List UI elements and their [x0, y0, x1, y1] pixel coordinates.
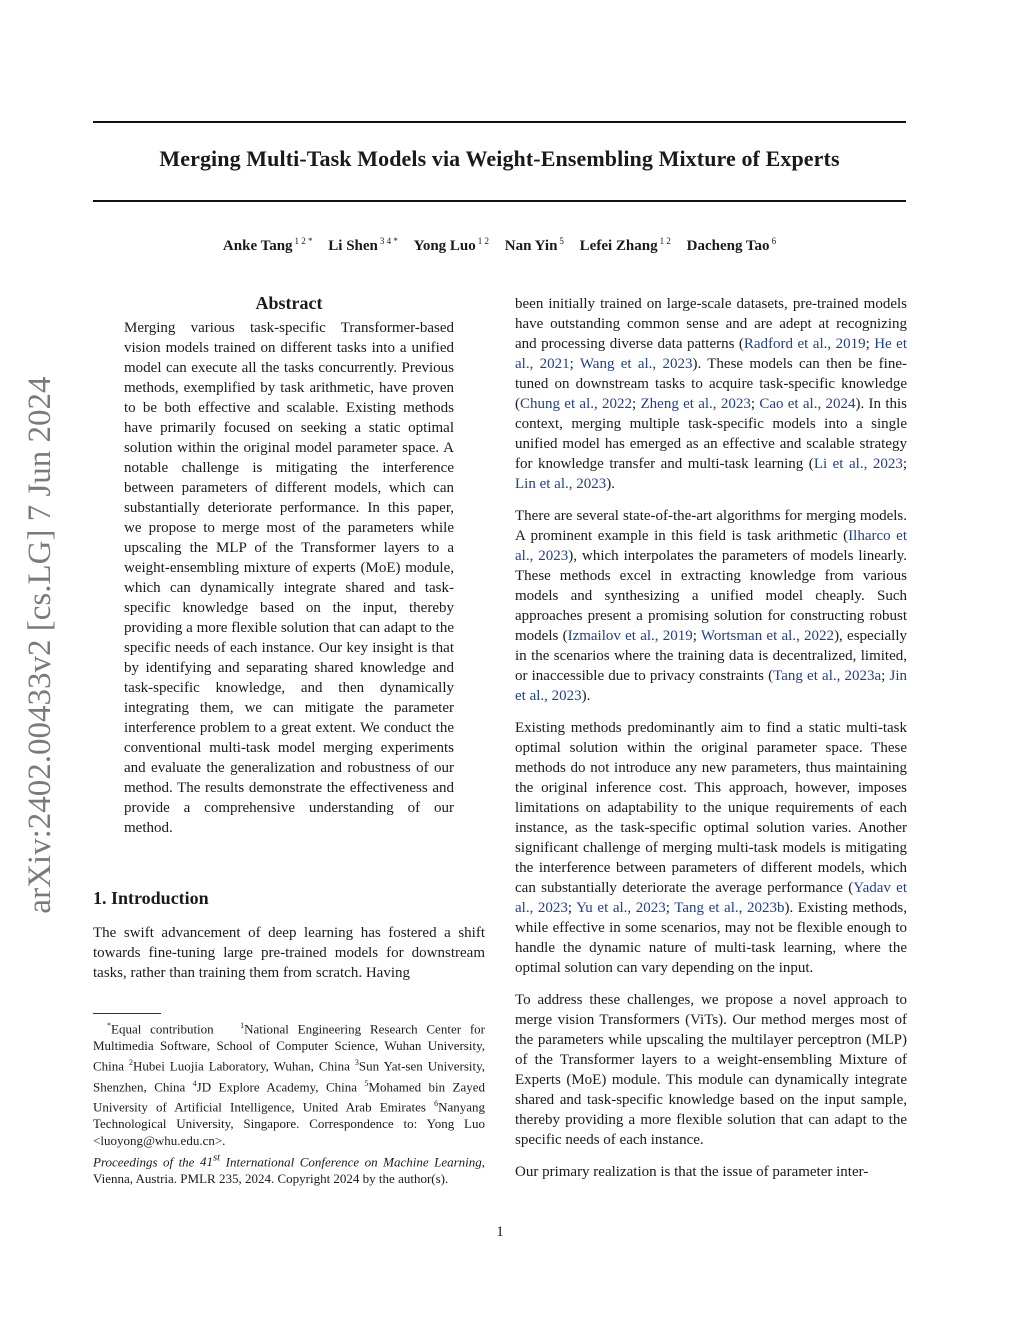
author: Yong Luo $^{1 2}$	[413, 236, 490, 254]
abstract-text: Merging various task-specific Transformer-based vision models trained on different tasks into a unified model can execute all the tasks concurrently. Previous methods, exemplified by task arithmetic, have proven to be both effective and scalable. Existing methods have primarily focused on seeking a static optimal solution within the original model parameter space. A notable challenge is mitigating the interference between parameters of different models, which can substantially deteriorate performance. In this paper, we propose to merge most of the parameters while upscaling the MLP of the Transformer layers to a weight-ensembling mixture of experts (MoE) module, which can dynamically integrate shared and task-specific knowledge based on the input, thereby providing a more flexible solution that can adapt to the specific needs of each instance. Our key insight is that by identifying and separating shared knowledge and task-specific knowledge, and then dynamically integrating them, we can mitigate the parameter interference problem to a great extent. We conduct the conventional multi-task model merging experiments and evaluate the generalization and robustness of our method. The results demonstrate the effectiveness and provide a comprehensive understanding of our method.	[124, 320, 454, 836]
citation-link[interactable]: Tang et al., 2023a	[773, 668, 882, 684]
citation-link[interactable]: Izmailov et al., 2019	[567, 628, 693, 644]
section-heading-introduction: 1. Introduction	[93, 888, 209, 908]
author-list	[93, 236, 906, 255]
paragraph: Existing methods predominantly aim to find a static multi-task optimal solution within the original parameter space. These methods do not introduce any new parameters, thus maintaining the original inference cost. This approach, however, imposes limitations on adaptability to the unique requirements of each instance, as the task-specific optimal solution varies. Another significant challenge of merging multi-task models is mitigating the interference between parameters of different models, which can substantially deteriorate the average performance (Yadav et al., 2023; Yu et al., 2023; Tang et al., 2023b). Existing methods, while effective in some scenarios, may not be flexible enough to handle the dynamic nature of multi-task learning, where the optimal solution can vary depending on the input.	[515, 720, 907, 976]
paragraph: Our primary realization is that the issue of parameter inter-	[515, 1164, 869, 1180]
author: Lefei Zhang $^{1 2}$	[579, 236, 671, 254]
citation-link[interactable]: Tang et al., 2023b	[674, 900, 785, 916]
citation-link[interactable]: Ilharco et al., 2023	[515, 528, 907, 564]
intro-paragraph: The swift advancement of deep learning has fostered a shift towards fine-tuning large pre-trained models for downstream tasks, rather than training them from scratch. Having	[93, 925, 485, 981]
paragraph: been initially trained on large-scale datasets, pre-trained models have outstanding common sense and are adept at recognizing and processing diverse data patterns (Radford et al., 2019; He et al., 2021; Wang et al., 2023). These models can then be fine-tuned on downstream tasks to acquire task-specific knowledge (Chung et al., 2022; Zheng et al., 2023; Cao et al., 2024). In this context, merging multiple task-specific models into a single unified model has emerged as an effective and scalable strategy for knowledge transfer and multi-task learning (Li et al., 2023; Lin et al., 2023).	[515, 296, 907, 492]
citation-link[interactable]: Wang et al., 2023	[579, 356, 693, 372]
citation-link[interactable]: Chung et al., 2022	[520, 396, 633, 412]
top-rule	[93, 121, 906, 123]
right-column	[515, 294, 907, 1194]
paper-title: Merging Multi-Task Models via Weight-Ensembling Mixture of Experts	[159, 146, 840, 171]
page-number: 1	[496, 1224, 504, 1240]
author: Anke Tang $^{1 2 *}$	[222, 236, 313, 254]
left-column	[93, 290, 485, 995]
footnote-rule	[93, 1013, 161, 1014]
citation-link[interactable]: Cao et al., 2024	[759, 396, 856, 412]
abstract-heading: Abstract	[255, 293, 323, 313]
paragraph: To address these challenges, we propose a novel approach to merge vision Transformers (ViTs). Our method merges most of the parameters while upscaling the multilayer perceptron (MLP) of the Transformer layers to a weight-ensembling Mixture of Experts (MoE) module. This module can dynamically integrate shared and task-specific knowledge based on the input sample, thereby providing a more flexible solution that can adapt to the specific needs of each instance.	[515, 992, 907, 1148]
author: Li Shen $^{3 4 *}$	[328, 236, 398, 254]
citation-link[interactable]: Jin et al., 2023	[515, 668, 908, 704]
citation-link[interactable]: He et al., 2021	[515, 336, 907, 372]
correspondence: Correspondence to: Yong Luo <luoyong@whu.edu.cn>.	[93, 1116, 485, 1149]
citation-link[interactable]: Lin et al., 2023	[515, 476, 607, 492]
citation-link[interactable]: Yu et al., 2023	[576, 900, 666, 916]
affiliation-footnote: *Equal contribution $^1$National Engineering Research Center for Multimedia Software, School of Computer Science, Wuhan University, China $^2$Hubei Luojia Laboratory, Wuhan, China $^3$Sun Yat-sen University, Shenzhen, China $^4$JD Explore Academy, China $^5$Mohamed bin Zayed University of Artificial Intelligence, United Arab Emirates $^6$Nanyang Technological University, Singapore. Correspondence to: Yong Luo <luoyong@whu.edu.cn>.	[93, 1021, 486, 1149]
paragraph: There are several state-of-the-art algorithms for merging models. A prominent example in this field is task arithmetic (Ilharco et al., 2023), which interpolates the parameters of models linearly. These methods excel in extracting knowledge from various models and synthesizing a unified model cheaply. Such approaches present a promising solution for constructing robust models (Izmailov et al., 2019; Wortsman et al., 2022), especially in the scenarios where the training data is decentralized, limited, or inaccessible due to privacy constraints (Tang et al., 2023a; Jin et al., 2023).	[515, 508, 908, 704]
proceedings-note: Proceedings of the 41st International Conference on Machine Learning, Vienna, Austria. PMLR 235, 2024. Copyright 2024 by the author(s).	[93, 1152, 486, 1187]
arxiv-identifier: arXiv:2402.00433v2 [cs.LG] 7 Jun 2024	[22, 376, 58, 914]
citation-link[interactable]: Radford et al., 2019	[743, 336, 866, 352]
citation-link[interactable]: Li et al., 2023	[813, 456, 903, 472]
title-bottom-rule	[93, 200, 906, 202]
author: Dacheng Tao $^6$	[686, 236, 777, 254]
citation-link[interactable]: Zheng et al., 2023	[640, 396, 751, 412]
citation-link[interactable]: Wortsman et al., 2022	[700, 628, 835, 644]
citation-link[interactable]: Yadav et al., 2023	[515, 880, 907, 916]
author: Nan Yin $^5$	[504, 236, 564, 254]
